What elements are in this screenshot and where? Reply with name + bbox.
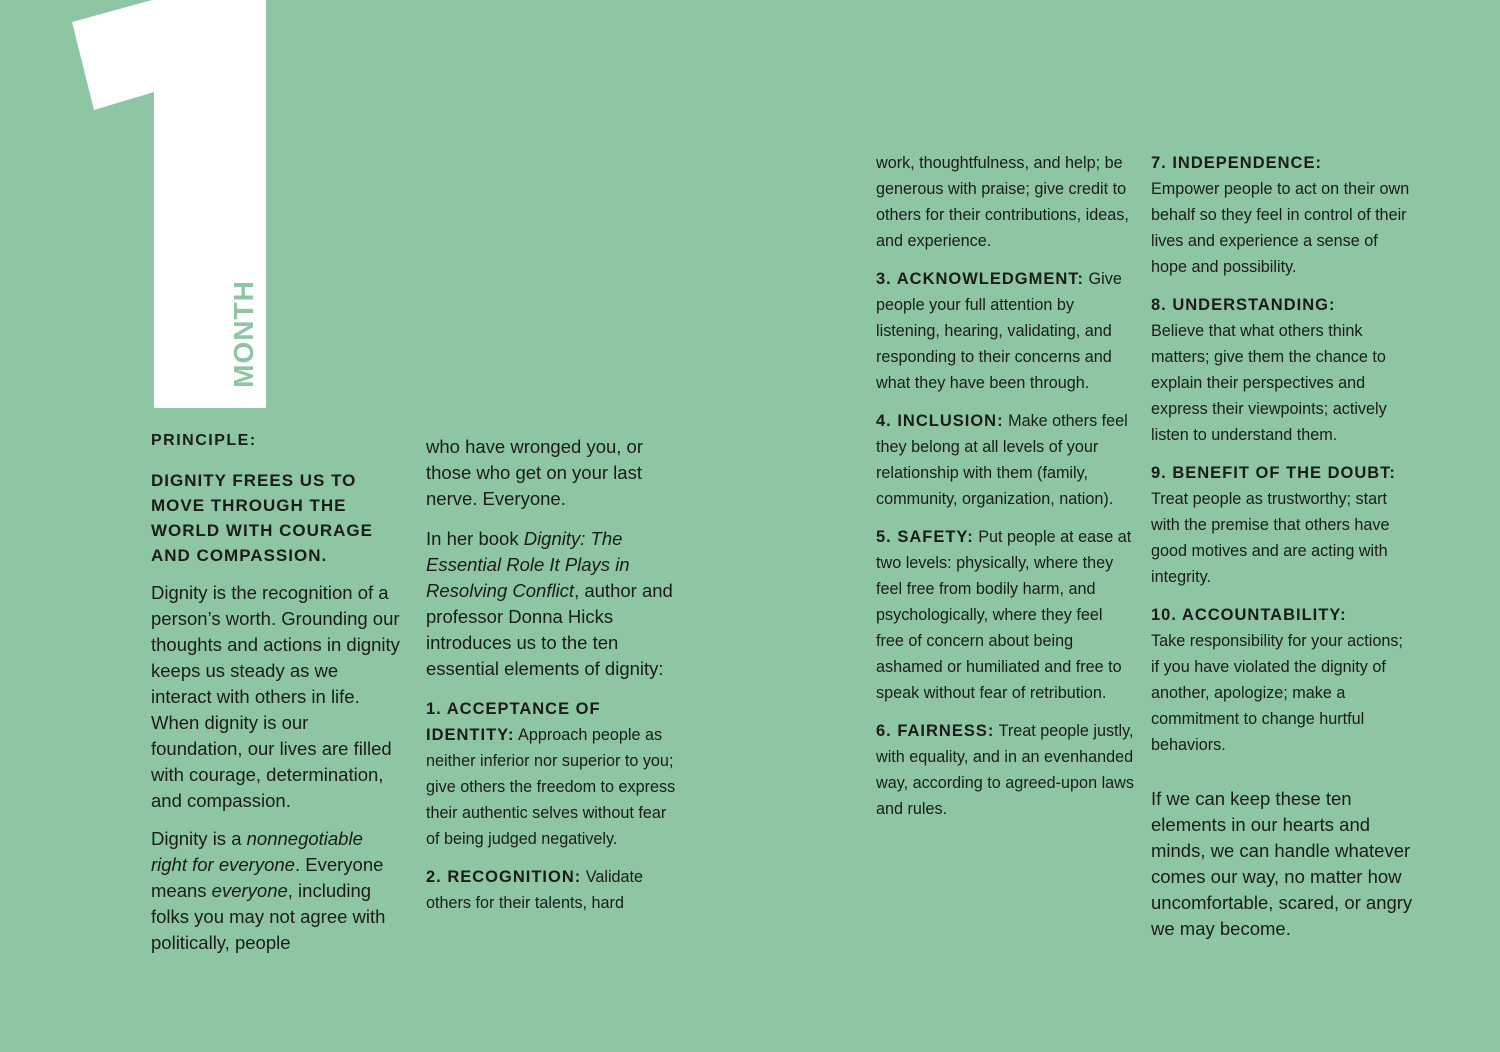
month-label-text: MONTH xyxy=(228,280,259,388)
element-4: 4. INCLUSION: Make others feel they belong at all levels of your relationship with them (family, community, organization, nation). xyxy=(876,412,1128,508)
element-2-tail: work, thoughtfulness, and help; be generous with praise; give credit to others for their contributions, ideas, and experience. xyxy=(876,154,1129,250)
column-4 xyxy=(1151,150,1413,954)
element-3: 3. ACKNOWLEDGMENT: Give people your full attention by listening, hearing, validating, and responding to their concerns and what they have been through. xyxy=(876,270,1122,392)
column-2 xyxy=(426,434,676,928)
element-7: 7. INDEPENDENCE: Empower people to act on their own behalf so they feel in control of their lives and experience a sense of hope and possibility. xyxy=(1151,154,1410,276)
intro-paragraph-2: Dignity is a nonnegotiable right for everyone. Everyone means everyone, including folks you may not agree with politically, people xyxy=(151,828,386,953)
month-label xyxy=(220,268,268,400)
element-5: 5. SAFETY: Put people at ease at two levels: physically, where they feel free from bodily harm, and psychologically, where they feel free of concern about being ashamed or humiliated and free to speak without fear of retribution. xyxy=(876,528,1132,702)
column-3 xyxy=(876,150,1134,834)
intro-paragraph-1: Dignity is the recognition of a person’s worth. Grounding our thoughts and actions in dignity keeps us steady as we interact with others in life. When dignity is our foundation, our lives are filled with courage, determination, and compassion. xyxy=(151,582,400,811)
element-10: 10. ACCOUNTABILITY: Take responsibility for your actions; if you have violated the dignity of another, apologize; make a commitment to change hurtful behaviors. xyxy=(1151,606,1403,754)
element-2: 2. RECOGNITION: Validate others for their talents, hard xyxy=(426,868,644,912)
intro-paragraph-2-tail: who have wronged you, or those who get on your last nerve. Everyone. xyxy=(426,436,643,509)
principle-label: PRINCIPLE: xyxy=(151,432,257,449)
closing-paragraph: If we can keep these ten elements in our hearts and minds, we can handle whatever comes our way, no matter how uncomfortable, scared, or angry we may become. xyxy=(1151,788,1413,939)
intro-paragraph-2-continued: , including folks you may not agree with politically, people xyxy=(151,880,386,953)
element-9: 9. BENEFIT OF THE DOUBT: Treat people as trustworthy; start with the premise that others have good motives and are acting with integrity. xyxy=(1151,464,1396,586)
element-8: 8. UNDERSTANDING: Believe that what others think matters; give them the chance to explain their perspectives and express their viewpoints; actively listen to understand them. xyxy=(1151,296,1387,444)
principle-statement: DIGNITY FREES US TO MOVE THROUGH THE WORLD WITH COURAGE AND COMPASSION. xyxy=(151,471,373,565)
intro-paragraph-3: In her book Dignity: The Essential Role It Plays in Resolving Conflict, author and professor Donna Hicks introduces us to the ten essential elements of dignity: xyxy=(426,528,673,679)
column-1 xyxy=(151,428,403,968)
element-6: 6. FAIRNESS: Treat people justly, with equality, and in an evenhanded way, according to agreed-upon laws and rules. xyxy=(876,722,1134,818)
element-1: 1. ACCEPTANCE OF IDENTITY: Approach people as neither inferior nor superior to you; give others the freedom to express their authentic selves without fear of being judged negatively. xyxy=(426,700,676,848)
